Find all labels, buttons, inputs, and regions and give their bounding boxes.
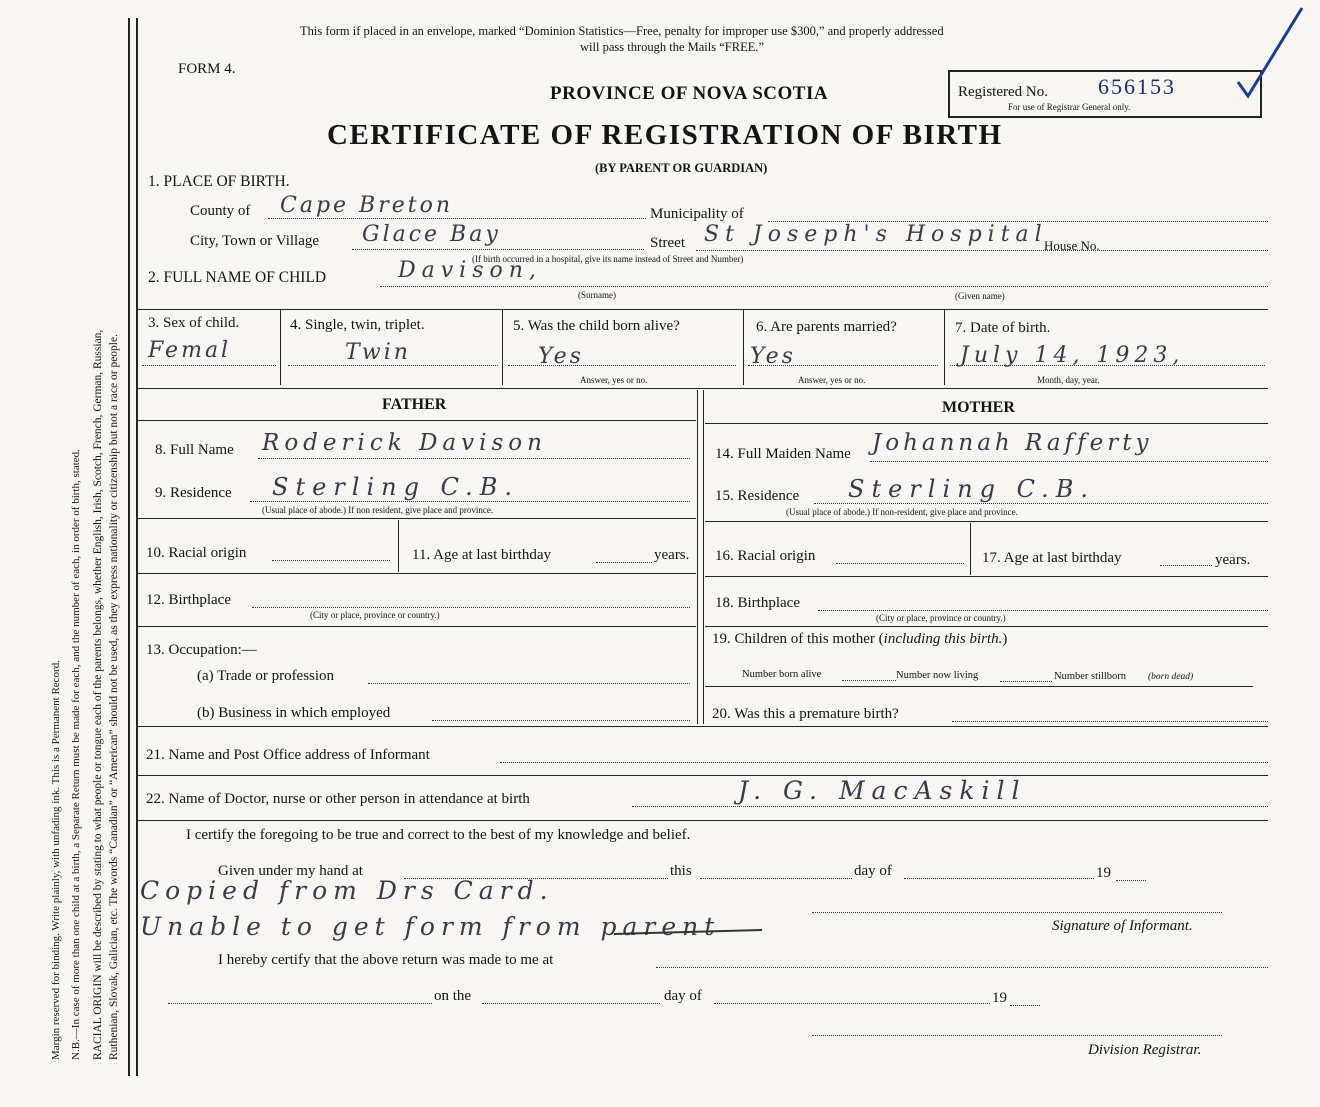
postal-notice-2: will pass through the Mails “FREE.” — [580, 40, 765, 54]
mother-children-label: 19. Children of this mother (including this birth.) — [712, 631, 1008, 647]
father-trade-label: (a) Trade or profession — [197, 668, 335, 684]
postal-notice-1: This form if placed in an envelope, marked “Dominion Statistics—Free, penalty for improper use $300,” and properly addressed — [300, 24, 944, 38]
mother-age-label: 17. Age at last birthday — [982, 550, 1122, 566]
year-prefix: 19 — [1096, 865, 1111, 881]
parents-bottom-border — [138, 726, 1268, 727]
page-title: CERTIFICATE OF REGISTRATION OF BIRTH — [327, 119, 1003, 151]
born-alive-label: Number born alive — [742, 669, 822, 680]
alive-label: 5. Was the child born alive? — [513, 318, 680, 334]
doctor-label: 22. Name of Doctor, nurse or other person in attendance at birth — [146, 791, 530, 807]
father-birthplace-label: 12. Birthplace — [146, 592, 231, 608]
municipality-label: Municipality of — [650, 206, 744, 222]
copied-note: Copied from Drs Card. — [140, 876, 554, 905]
parents-top-border — [138, 388, 1268, 389]
surname-caption: (Surname) — [578, 290, 616, 300]
margin-racial-note-1: RACIAL ORIGIN will be described by stating to what people or tongue each of the parents belongs, whether English, Irish, Scotch, French, German, Russian, — [92, 329, 104, 1060]
father-racial-label: 10. Racial origin — [146, 545, 247, 561]
mother-racial-label: 16. Racial origin — [715, 548, 816, 564]
mother-name-value: Johannah Rafferty — [872, 430, 1153, 456]
doctor-value: J. G. MacAskill — [738, 776, 1027, 805]
plurality-value: Twin — [345, 340, 411, 365]
dob-label: 7. Date of birth. — [955, 320, 1051, 336]
stillborn-note: (born dead) — [1148, 672, 1194, 682]
margin-border-outer — [128, 18, 130, 1076]
hospital-note: (If birth occurred in a hospital, give its name instead of Street and Number) — [472, 254, 744, 264]
child-name-line — [380, 286, 1268, 287]
sex-value: Femal — [148, 338, 232, 363]
premature-label: 20. Was this a premature birth? — [712, 706, 899, 722]
street-line — [696, 250, 1268, 251]
father-residence-value: Sterling C.B. — [272, 473, 519, 501]
father-name-label: 8. Full Name — [155, 442, 234, 458]
dob-value: July 14, 1923, — [960, 343, 1185, 368]
year-prefix-2: 19 — [992, 990, 1007, 1006]
mother-birthplace-label: 18. Birthplace — [715, 595, 800, 611]
margin-nb-note: N.B.—In case of more than one child at a birth, a Separate Return must be made for each, and the number of each, in order of birth, stated. — [70, 449, 82, 1060]
parents-divider-1 — [697, 390, 698, 724]
street-value: St Joseph's Hospital — [704, 222, 1048, 247]
unable-note: Unable to get form from parent — [140, 912, 721, 941]
strike-line — [612, 922, 772, 942]
mother-name-label: 14. Full Maiden Name — [715, 446, 851, 462]
on-the-label: on the — [434, 988, 472, 1004]
city-label: City, Town or Village — [190, 233, 320, 249]
mother-heading: MOTHER — [942, 399, 1015, 416]
margin-border-inner — [136, 18, 138, 1076]
dob-caption: Month, day, year. — [1037, 375, 1100, 385]
now-living-label: Number now living — [896, 670, 979, 681]
county-line — [268, 218, 646, 219]
child-surname-value: Davison, — [398, 258, 542, 283]
registered-value: 656153 — [1098, 74, 1176, 99]
this-label: this — [670, 863, 692, 879]
father-occupation-label: 13. Occupation:— — [146, 642, 257, 658]
alive-value: Yes — [538, 344, 584, 369]
mother-birthplace-caption: (City or place, province or country.) — [876, 613, 1006, 623]
father-age-suffix: years. — [654, 547, 690, 563]
plurality-label: 4. Single, twin, triplet. — [290, 317, 425, 333]
house-label: House No. — [1044, 238, 1100, 253]
page-subtitle: (BY PARENT OR GUARDIAN) — [595, 161, 768, 175]
registrar-note: For use of Registrar General only. — [1008, 102, 1131, 112]
street-label: Street — [650, 235, 685, 251]
county-label: County of — [190, 203, 251, 219]
sex-label: 3. Sex of child. — [148, 315, 240, 331]
hereby-certify-label: I hereby certify that the above return was made to me at — [218, 952, 554, 968]
mother-residence-value: Sterling C.B. — [848, 475, 1095, 503]
father-name-value: Roderick Davison — [262, 430, 547, 456]
city-line — [352, 249, 644, 250]
father-heading: FATHER — [382, 396, 447, 413]
registrar-signature-label: Division Registrar. — [1088, 1042, 1202, 1058]
certify-statement: I certify the foregoing to be true and correct to the best of my knowledge and belief. — [186, 827, 691, 843]
given-name-caption: (Given name) — [955, 291, 1005, 301]
married-value: Yes — [750, 344, 796, 369]
city-value: Glace Bay — [362, 222, 501, 247]
married-label: 6. Are parents married? — [756, 319, 897, 335]
stillborn-label: Number stillborn — [1054, 671, 1127, 682]
child-name-label: 2. FULL NAME OF CHILD — [148, 269, 327, 286]
margin-racial-note-2: Ruthenian, Slovak, Galician, etc. The words “Canadian” or “American” should not be used, as they express nationality or citizenship but not a race or people. — [108, 334, 120, 1060]
mother-residence-label: 15. Residence — [715, 488, 800, 504]
father-business-label: (b) Business in which employed — [197, 705, 391, 721]
parents-divider-2 — [703, 390, 704, 724]
given-under-label: Given under my hand at — [218, 863, 363, 879]
married-caption: Answer, yes or no. — [798, 375, 866, 385]
father-residence-label: 9. Residence — [155, 485, 232, 501]
father-birthplace-caption: (City or place, province or country.) — [310, 610, 440, 620]
mother-age-suffix: years. — [1215, 552, 1251, 568]
alive-caption: Answer, yes or no. — [580, 375, 648, 385]
day-of-label-2: day of — [664, 988, 702, 1004]
margin-binding-note: Margin reserved for binding. Write plainly, with unfading ink. This is a Permanent Record. — [50, 660, 62, 1060]
father-age-label: 11. Age at last birthday — [412, 547, 551, 563]
day-of-label: day of — [854, 863, 892, 879]
details-top-border — [138, 309, 1268, 310]
form-number: FORM 4. — [178, 61, 236, 77]
registered-label: Registered No. — [958, 84, 1048, 100]
informant-signature-label: Signature of Informant. — [1052, 918, 1193, 934]
check-mark-icon — [1230, 0, 1310, 100]
county-value: Cape Breton — [280, 193, 454, 218]
father-residence-caption: (Usual place of abode.) If non resident, give place and province. — [262, 505, 494, 515]
province-title: PROVINCE OF NOVA SCOTIA — [550, 83, 829, 104]
mother-residence-caption: (Usual place of abode.) If non-resident, give place and province. — [786, 507, 1018, 517]
informant-label: 21. Name and Post Office address of Informant — [146, 747, 430, 763]
place-of-birth-label: 1. PLACE OF BIRTH. — [148, 173, 290, 190]
